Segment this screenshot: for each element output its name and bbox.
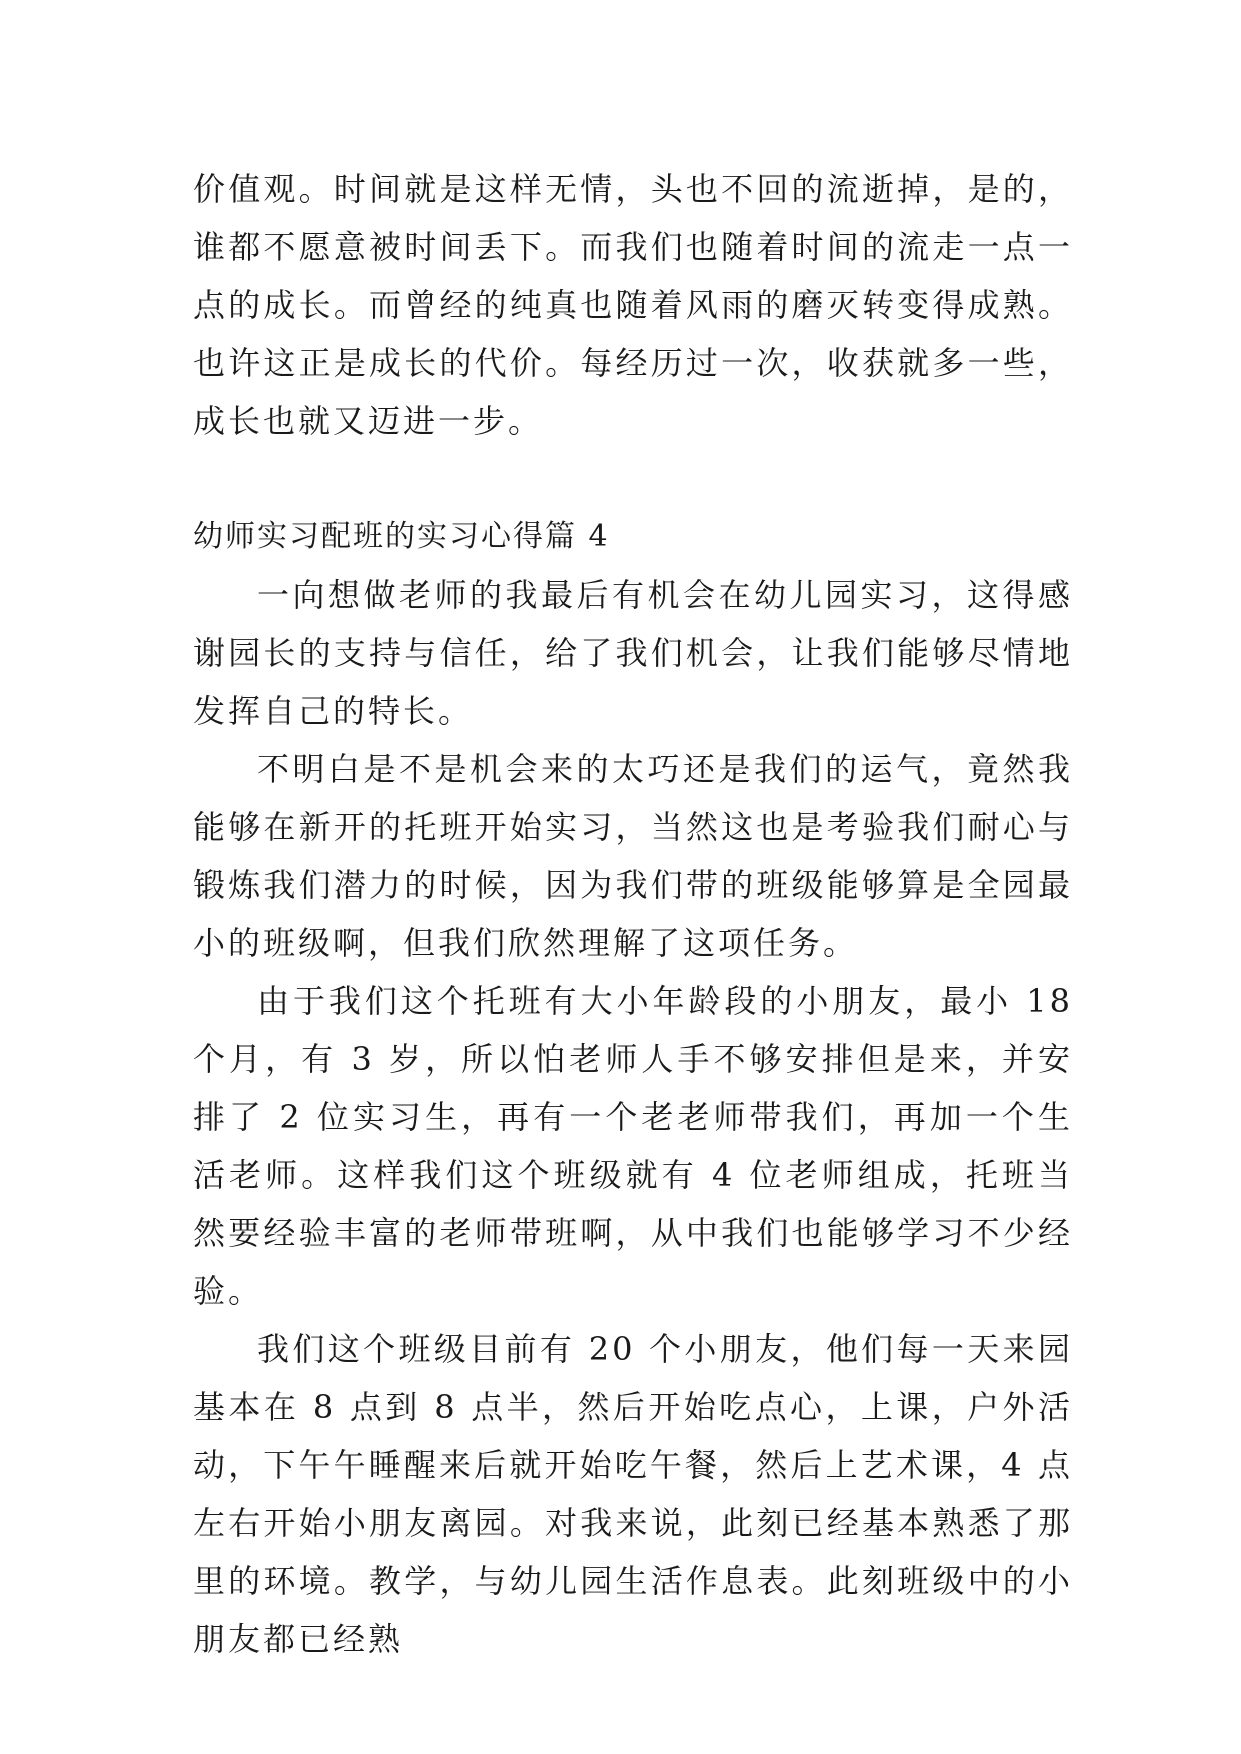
body-paragraph: 我们这个班级目前有 20 个小朋友，他们每一天来园基本在 8 点到 8 点半，然后开始吃点心，上课，户外活动，下午午睡醒来后就开始吃午餐，然后上艺术课，4 点左右开始小朋友离园。对我来说，此刻已经基本熟悉了那里的环境。教学，与幼儿园生活作息表。此刻班级中的小朋友都已经熟	[193, 1330, 1073, 1658]
body-paragraph: 由于我们这个托班有大小年龄段的小朋友，最小 18 个月，有 3 岁，所以怕老师人手不够安排但是来，并安排了 2 位实习生，再有一个老老师带我们，再加一个生活老师。这样我们这个班级就有 4 位老师组成，托班当然要经验丰富的老师带班啊，从中我们也能够学习不少经验。	[193, 982, 1073, 1310]
body-paragraph: 不明白是不是机会来的太巧还是我们的运气，竟然我能够在新开的托班开始实习，当然这也是考验我们耐心与锻炼我们潜力的时候，因为我们带的班级能够算是全园最小的班级啊，但我们欣然理解了这项任务。	[193, 750, 1073, 962]
section-title: 幼师实习配班的实习心得篇 4	[193, 519, 610, 554]
continued-paragraph: 价值观。时间就是这样无情，头也不回的流逝掉，是的，谁都不愿意被时间丢下。而我们也随着时间的流走一点一点的成长。而曾经的纯真也随着风雨的磨灭转变得成熟。也许这正是成长的代价。每经历过一次，收获就多一些，成长也就又迈进一步。	[193, 170, 1073, 440]
document-body	[193, 160, 1073, 1668]
body-paragraph: 一向想做老师的我最后有机会在幼儿园实习，这得感谢园长的支持与信任，给了我们机会，让我们能够尽情地发挥自己的特长。	[193, 576, 1073, 730]
